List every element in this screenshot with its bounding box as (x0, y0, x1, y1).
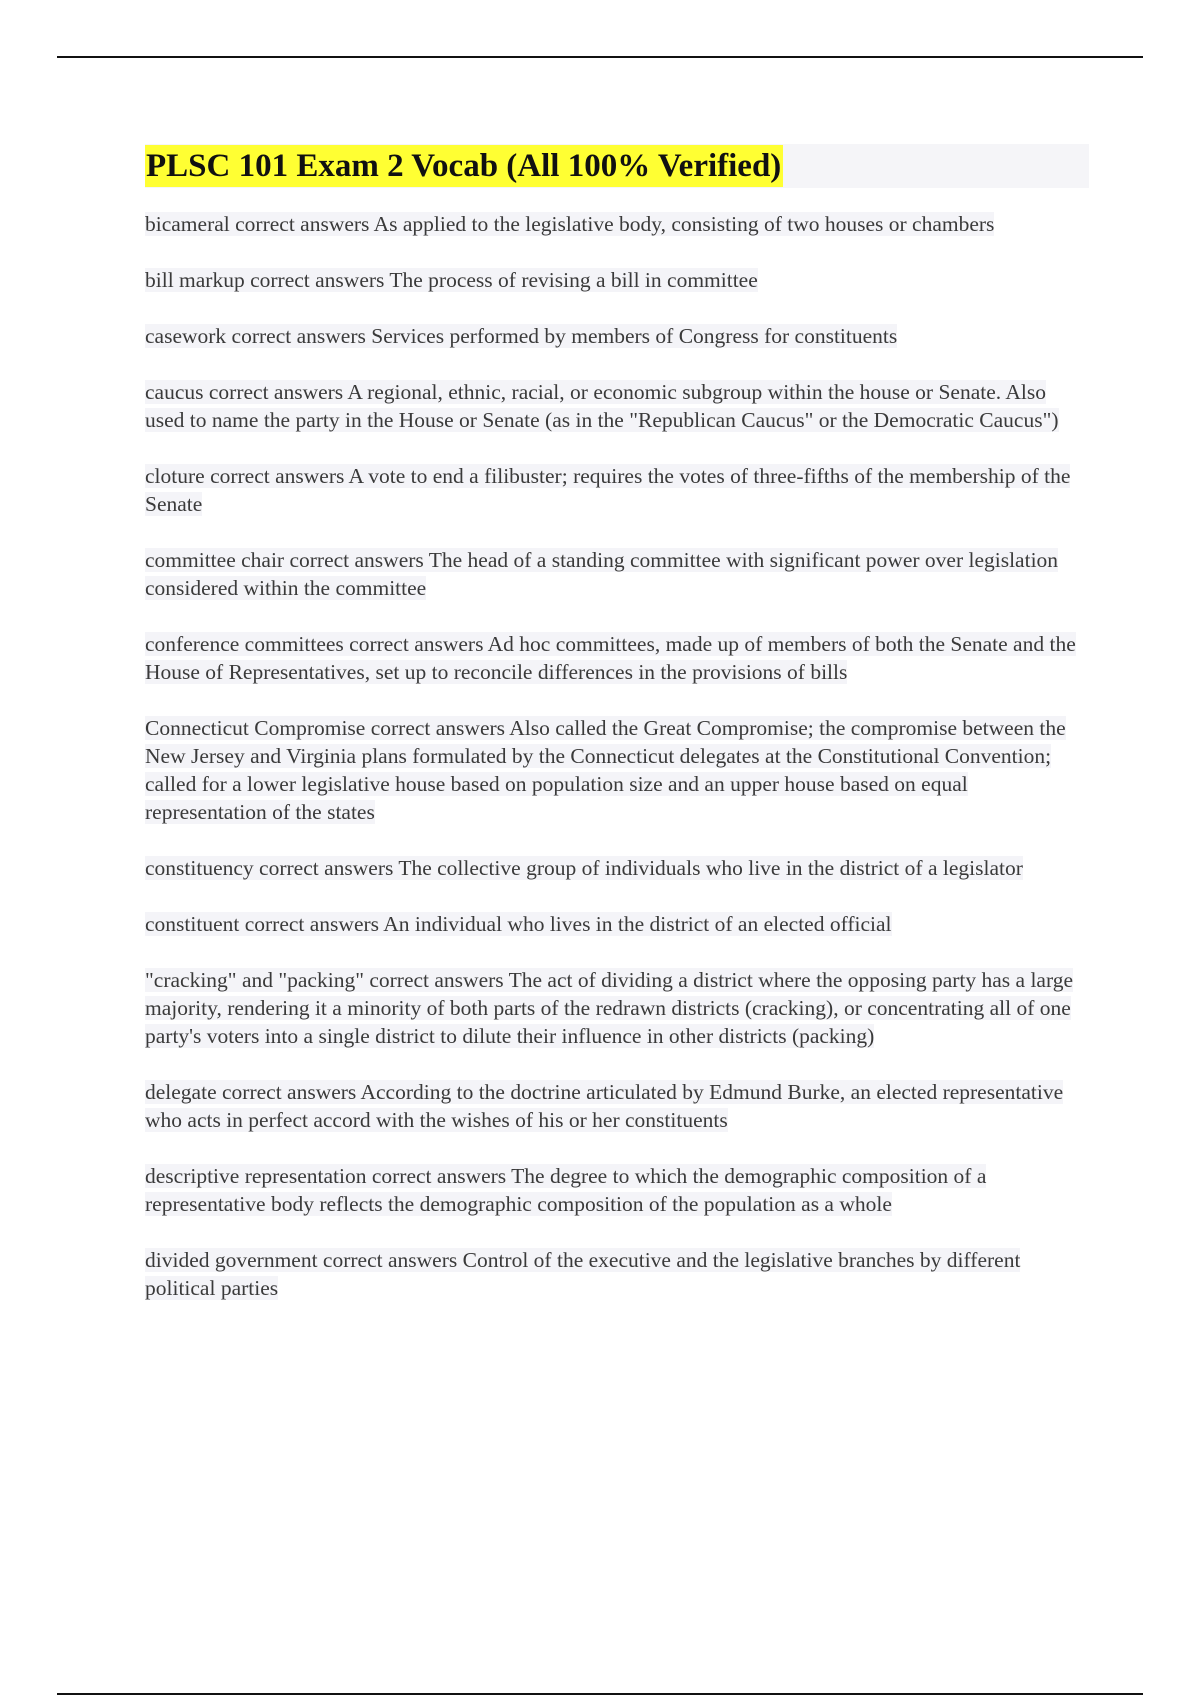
vocab-entry (145, 1078, 1089, 1134)
vocab-entry (145, 546, 1089, 602)
vocab-entry-text: committee chair correct answers The head of a standing committee with significant power over legislation considered within the committee (145, 548, 1059, 600)
vocab-entry (145, 462, 1089, 518)
vocab-entry-text: bicameral correct answers As applied to the legislative body, consisting of two houses or chambers (145, 212, 995, 236)
vocab-entry (145, 714, 1089, 826)
vocab-entry (145, 854, 1089, 882)
vocab-entry-text: caucus correct answers A regional, ethnic, racial, or economic subgroup within the house or Senate. Also used to name the party in the House or Senate (as in the "Republican Caucus" or the Democratic Caucus") (145, 380, 1059, 432)
vocab-entry (145, 378, 1089, 434)
vocab-entry (145, 322, 1089, 350)
top-rule (57, 56, 1143, 58)
bottom-rule (57, 1693, 1143, 1695)
vocab-entry (145, 966, 1089, 1050)
vocab-entry-text: Connecticut Compromise correct answers Also called the Great Compromise; the compromise between the New Jersey and Virginia plans formulated by the Connecticut delegates at the Constitutional Convention; called for a lower legislative house based on population size and an upper house based on equal representation of the states (145, 716, 1066, 824)
vocab-entry (145, 1246, 1089, 1302)
vocab-entry (145, 910, 1089, 938)
vocab-entry-text: casework correct answers Services performed by members of Congress for constituents (145, 324, 898, 348)
title-band (145, 144, 1089, 188)
vocab-entry (145, 1162, 1089, 1218)
vocab-entry-text: divided government correct answers Control of the executive and the legislative branches by different political parties (145, 1248, 1021, 1300)
vocab-entry-text: constituent correct answers An individual who lives in the district of an elected official (145, 912, 892, 936)
vocab-list (145, 210, 1089, 1330)
vocab-entry-text: delegate correct answers According to the doctrine articulated by Edmund Burke, an elected representative who acts in perfect accord with the wishes of his or her constituents (145, 1080, 1064, 1132)
vocab-entry-text: "cracking" and "packing" correct answers The act of dividing a district where the opposing party has a large majority, rendering it a minority of both parts of the redrawn districts (cracking), or concentrating all of one party's voters into a single district to dilute their influence in other districts (packing) (145, 968, 1074, 1048)
vocab-entry-text: cloture correct answers A vote to end a filibuster; requires the votes of three-fifths of the membership of the Senate (145, 464, 1071, 516)
vocab-entry-text: bill markup correct answers The process of revising a bill in committee (145, 268, 758, 292)
vocab-entry (145, 630, 1089, 686)
vocab-entry-text: constituency correct answers The collective group of individuals who live in the district of a legislator (145, 856, 1023, 880)
vocab-entry (145, 266, 1089, 294)
vocab-entry (145, 210, 1089, 238)
vocab-entry-text: conference committees correct answers Ad hoc committees, made up of members of both the Senate and the House of Representatives, set up to reconcile differences in the provisions of bills (145, 632, 1076, 684)
vocab-entry-text: descriptive representation correct answers The degree to which the demographic composition of a representative body reflects the demographic composition of the population as a whole (145, 1164, 987, 1216)
document-body (145, 144, 1089, 1330)
document-title: PLSC 101 Exam 2 Vocab (All 100% Verified) (145, 145, 783, 187)
